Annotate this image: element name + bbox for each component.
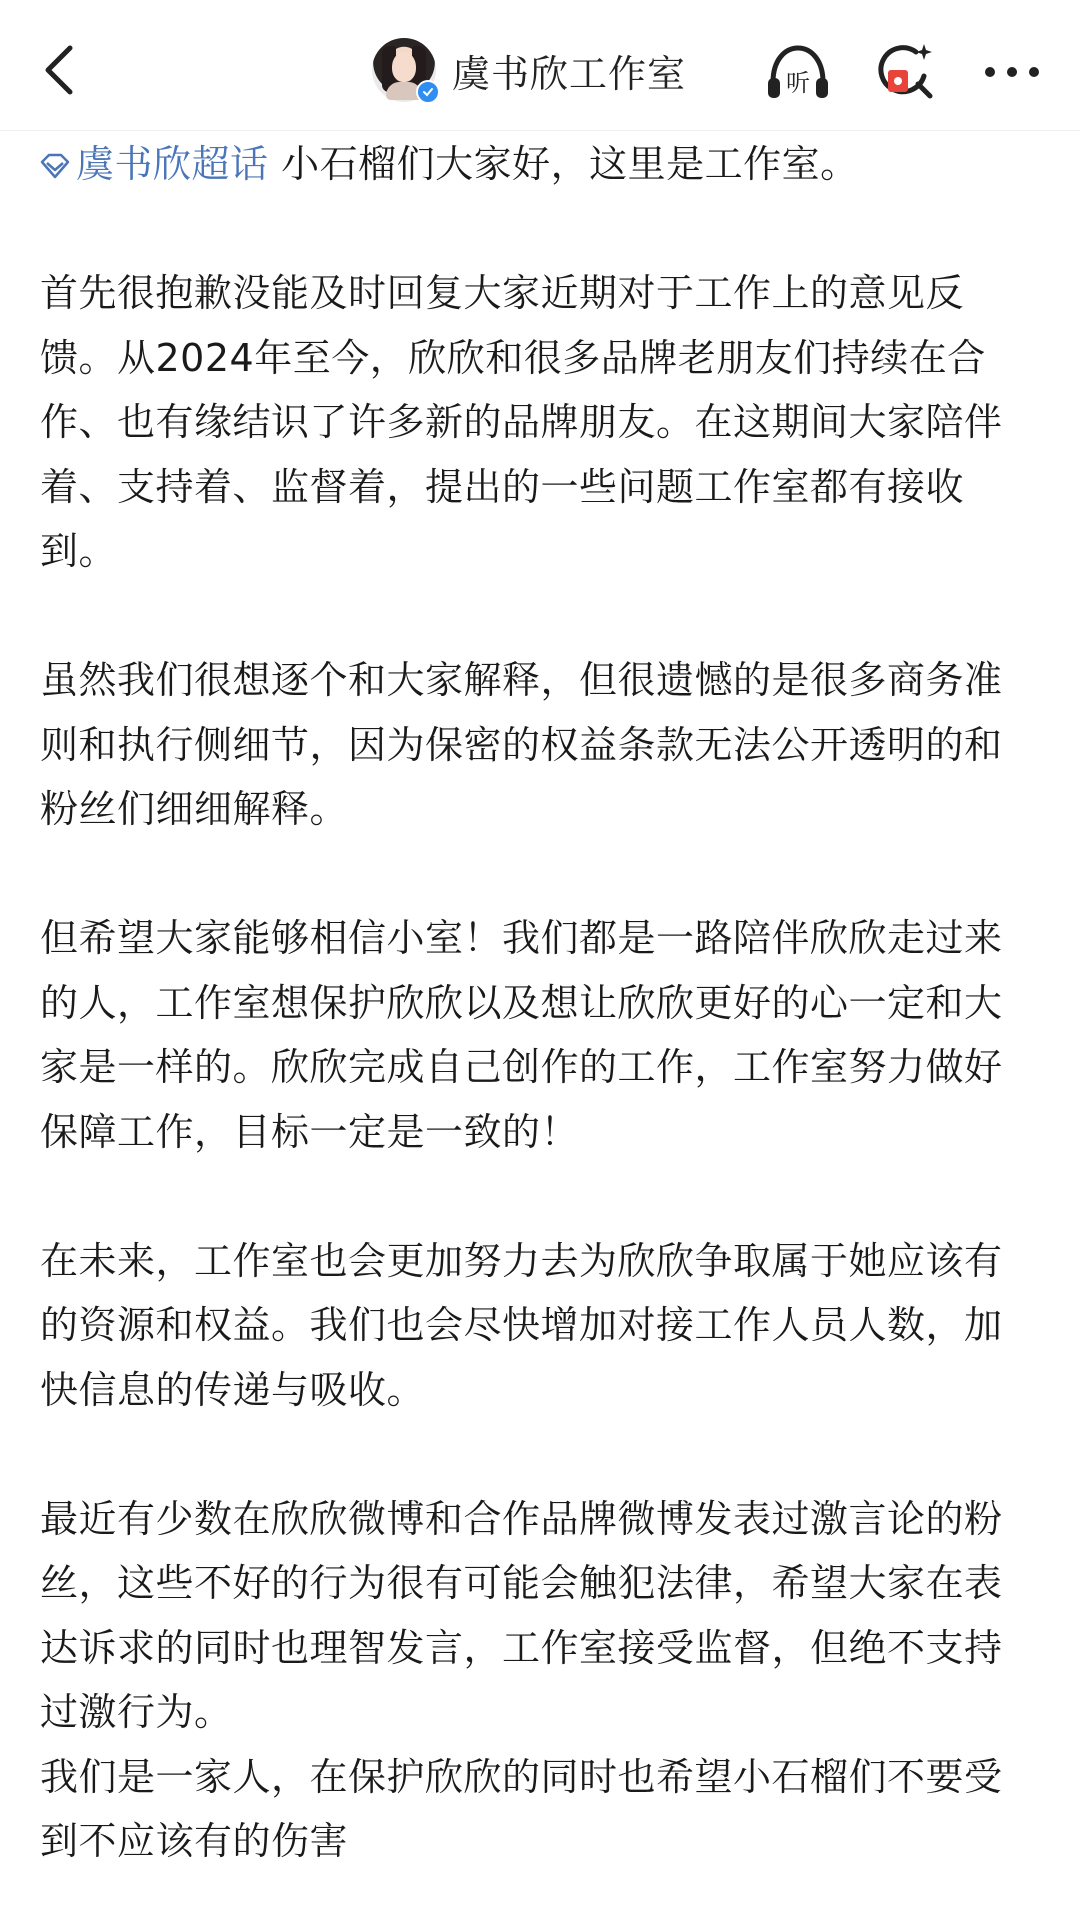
ai-search-button[interactable]	[870, 36, 942, 108]
post-paragraph: 我们是一家人，在保护欣欣的同时也希望小石榴们不要受到不应该有的伤害	[40, 1754, 1003, 1863]
back-button[interactable]	[28, 40, 88, 100]
account-name[interactable]: 虞书欣工作室	[452, 51, 687, 96]
avatar[interactable]	[372, 38, 436, 102]
ai-search-icon	[874, 40, 938, 104]
chevron-left-icon	[40, 44, 76, 96]
post-paragraph: 虽然我们很想逐个和大家解释，但很遗憾的是很多商务准则和执行侧细节，因为保密的权益条款无法公开透明的和粉丝们细细解释。	[40, 658, 1003, 831]
super-topic-link[interactable]	[40, 142, 269, 186]
post-paragraph: 首先很抱歉没能及时回复大家近期对于工作上的意见反馈。从2024年至今，欣欣和很多品牌老朋友们持续在合作、也有缘结识了许多新的品牌朋友。在这期间大家陪伴着、支持着、监督着，提出的一些问题工作室都有接收到。	[40, 271, 1003, 573]
bottom-fade	[0, 1866, 1080, 1926]
top-navigation-bar	[0, 0, 1080, 131]
more-dots-icon	[982, 65, 1042, 79]
verified-badge-icon	[416, 80, 440, 104]
post-paragraph: 但希望大家能够相信小室！我们都是一路陪伴欣欣走过来的人，工作室想保护欣欣以及想让欣欣更好的心一定和大家是一样的。欣欣完成自己创作的工作，工作室努力做好保障工作，目标一定是一致的！	[40, 916, 1003, 1154]
account-header[interactable]	[372, 36, 686, 104]
post-intro	[40, 132, 1040, 197]
headphones-icon	[765, 42, 831, 102]
super-topic-label[interactable]: 虞书欣超话	[76, 142, 269, 186]
listen-button[interactable]	[762, 36, 834, 108]
more-button[interactable]	[976, 36, 1048, 108]
post-paragraph: 在未来，工作室也会更加努力去为欣欣争取属于她应该有的资源和权益。我们也会尽快增加对接工作人员人数，加快信息的传递与吸收。	[40, 1238, 1003, 1412]
listen-label: 听	[786, 69, 810, 97]
post-body	[40, 132, 1040, 1874]
greeting-text: 小石榴们大家好，这里是工作室。	[268, 142, 859, 186]
diamond-icon	[40, 152, 70, 180]
post-paragraph: 最近有少数在欣欣微博和合作品牌微博发表过激言论的粉丝，这些不好的行为很有可能会触犯法律，希望大家在表达诉求的同时也理智发言，工作室接受监督，但绝不支持过激行为。	[40, 1496, 1003, 1734]
